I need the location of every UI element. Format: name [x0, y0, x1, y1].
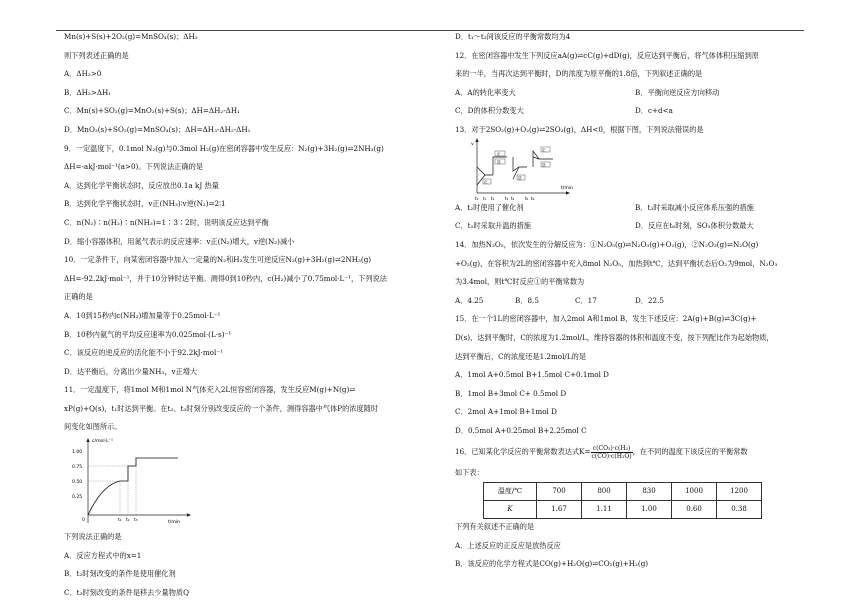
- q13-label-5: 正: [542, 147, 546, 152]
- q11-xtick-2: t₂: [126, 518, 130, 524]
- q13-label-6: 逆: [542, 162, 546, 167]
- q16-lead: 下列有关叙述不正确的是: [455, 522, 535, 532]
- q13-label-3: 正: [484, 179, 488, 184]
- q11-option-c: C．t₃时刻改变的条件是移去少量物质Q: [64, 588, 189, 598]
- q11-lead: 下列说法正确的是: [64, 532, 122, 542]
- table-cell: 1.00: [627, 501, 672, 519]
- q16-frac-numerator: c(CO₂)·c(H₂): [591, 445, 633, 453]
- q14-option-d: D．22.5: [635, 295, 664, 305]
- q9-option-a: A．达到化学平衡状态时，反应放出0.1a kJ 热量: [64, 180, 219, 190]
- q11-stem: 11．一定温度下，将1mol M和1mol N气体充入2L恒容密闭容器，发生反应M(g)+N(g)⇌: [64, 385, 356, 395]
- q10-option-c: C．该反应的逆反应的活化能不小于92.2kJ·mol⁻¹: [64, 348, 223, 358]
- q11-concentration-graph: [68, 435, 198, 530]
- q11-graph-xlabel: t/min: [168, 520, 181, 526]
- table-row: [484, 501, 762, 519]
- q13-xtick-0: t₀: [475, 195, 479, 201]
- q9-option-d: D．缩小容器体积，用氮气表示的反应速率：v正(N₂)增大，v逆(N₂)减小: [64, 236, 295, 246]
- q16-k-table: [483, 482, 762, 519]
- q13-xtick-2: t₂: [491, 195, 495, 201]
- header-rule: [56, 30, 804, 31]
- q11-option-b: B．t₂时刻改变的条件是使用催化剂: [64, 569, 176, 579]
- q9-stem: 9．一定温度下，0.1mol N₂(g)与0.3mol H₂(g)在密闭容器中发生反应：N₂(g)+3H₂(g)⇌2NH₃(g): [64, 143, 384, 153]
- q13-graph-xaxis: t/min: [561, 185, 574, 191]
- q11-origin: 0: [82, 518, 85, 524]
- q16-frac-denominator: c(CO)·c(H₂O): [591, 452, 632, 460]
- q13-xtick-1: t₁: [483, 195, 487, 201]
- table-cell: 830: [627, 483, 672, 501]
- q16-stem-post: ，在不同的温度下该反应的平衡常数: [632, 447, 748, 457]
- q14-stem-cont: +O₂(g)，在容积为2L的密闭容器中充入8mol N₂O₅，加热到t℃，达到平衡状态后O₂为9mol，N₂O₃: [455, 258, 778, 268]
- table-cell: 1.67: [537, 501, 582, 519]
- q16-k-fraction: [591, 445, 633, 460]
- q15-stem-end: 达到平衡后，C的浓度还是1.2mol/L的是: [455, 351, 587, 361]
- q12-option-a: A．A的转化率变大: [455, 87, 516, 97]
- q11-ytick-4: 0.25: [72, 495, 83, 501]
- q13-options-row2: [455, 221, 815, 232]
- table-row: [484, 483, 762, 501]
- table-cell: 1.11: [582, 501, 627, 519]
- q12-option-c: C．D的体积分数变大: [455, 106, 524, 116]
- q8-option-b: B．ΔH₃>ΔH₁: [64, 87, 112, 97]
- q11-graph-ylabel: c/mol·L⁻¹: [92, 439, 113, 445]
- q8-option-d: D．MnO₂(s)+SO₂(g)=MnSO₄(s)；ΔH=ΔH₃-ΔH₂-ΔH₁: [64, 124, 251, 134]
- q12-stem-cont: 来的一半，当再次达到平衡时，D的浓度为原平衡的1.8倍，下列叙述正确的是: [455, 69, 703, 79]
- table-cell: 0.60: [672, 501, 717, 519]
- q14-option-a: A．4.25: [455, 295, 484, 305]
- table-cell: 1200: [717, 483, 762, 501]
- left-column: [64, 32, 434, 599]
- q13-option-a: A．t₂时使用了催化剂: [455, 202, 524, 212]
- q11-stem-cont: xP(g)+Q(s)，t₁时达到平衡。在t₂、t₃时刻分别改变反应的一个条件，测得容器中气体P的浓度随时: [64, 403, 379, 413]
- q13-label-4: 逆: [518, 175, 522, 180]
- q11-xtick-1: t₁: [118, 518, 122, 524]
- q11-ytick-2: 0.75: [72, 465, 83, 471]
- q14-option-c: C．17: [575, 295, 597, 305]
- q13-option-b: B．t₃时采取减小反应体系压强的措施: [635, 202, 754, 212]
- q12-option-b: B．平衡向逆反应方向移动: [635, 87, 720, 97]
- q13-option-c: C．t₅时采取升温的措施: [455, 221, 531, 231]
- q13-xtick-4: t₄: [511, 195, 515, 201]
- q9-option-c: C．n(N₂)∶n(H₂)∶n(NH₃)=1∶3∶2时，说明该反应达到平衡: [64, 217, 269, 227]
- q16-stem: [455, 444, 815, 460]
- q15-stem: 15．在一个1L的密闭容器中，加入2mol A和1mol B，发生下述反应：2A(g)+B(g)⇌3C(g)+: [455, 314, 757, 324]
- q15-option-b: B．1mol B+3mol C+ 0.5mol D: [455, 388, 567, 398]
- q16-option-a: A．上述反应的正反应是放热反应: [455, 540, 561, 550]
- q13-rate-graph: [467, 137, 587, 202]
- q10-stem-cont: ΔH=-92.2kJ·mol⁻¹，并于10分钟时达平衡。测得0到10秒内，c(H₂)减小了0.75mol·L⁻¹，下列说法: [64, 273, 387, 283]
- q13-label-1: 正: [497, 151, 501, 156]
- q13-stem: 13．对于2SO₂(g)+O₂(g)⇌2SO₃(g)，ΔH<0，根据下图，下列说法错误的是: [455, 124, 704, 134]
- q12-options-row2: [455, 106, 815, 117]
- table-cell: 1000: [672, 483, 717, 501]
- q15-option-a: A．1mol A+0.5mol B+1.5mol C+0.1mol D: [455, 370, 609, 380]
- q10-stem-end: 正确的是: [64, 292, 93, 302]
- q11-ytick-3: 0.50: [72, 480, 83, 486]
- q14-stem: 14．加热N₂O₅，依次发生的分解反应为：①N₂O₅(g)⇌N₂O₃(g)+O₂(g)，②N₂O₃(g)⇌N₂O(g): [455, 239, 759, 249]
- table-cell: K: [484, 501, 537, 519]
- q13-xtick-6: t₆: [531, 195, 535, 201]
- table-cell: 温度/℃: [484, 483, 537, 501]
- q11-xtick-3: t₃: [134, 518, 138, 524]
- q10-option-b: B．10秒内氨气的平均反应速率为0.025mol·(L·s)⁻¹: [64, 329, 232, 339]
- q10-option-a: A．10到15秒内c(NH₃)增加量等于0.25mol·L⁻¹: [64, 310, 221, 320]
- q13-graph-yaxis: v: [471, 141, 474, 147]
- q8-option-c: C．Mn(s)+SO₂(g)=MnO₂(s)+S(s)；ΔH=ΔH₂-ΔH₁: [64, 106, 241, 116]
- q15-option-c: C．2mol A+1mol B+1mol D: [455, 407, 557, 417]
- q12-stem: 12．在密闭容器中发生下列反应aA(g)⇌cC(g)+dD(g)，反应达到平衡后，将气体体积压缩到原: [455, 50, 759, 60]
- q9-stem-cont: ΔH=-akJ·mol⁻¹(a>0)。下列说法正确的是: [64, 162, 204, 172]
- table-cell: 0.38: [717, 501, 762, 519]
- q12-options-row1: [455, 88, 815, 99]
- q12-option-d: D．c+d<a: [635, 106, 673, 116]
- equation-line: Mn(s)+S(s)+2O₂(g)=MnSO₄(s)；ΔH₃: [64, 32, 198, 41]
- q13-option-d: D．反应在t₆时刻，SO₃体积分数最大: [635, 221, 754, 231]
- q9-option-b: B．达到化学平衡状态时，v正(NH₃)∶v逆(N₂)=2∶1: [64, 199, 226, 209]
- q10-option-d: D．达平衡后，分离出少量NH₃，v正增大: [64, 366, 198, 376]
- q10-stem: 10．一定条件下，向某密闭容器中加入一定量的N₂和H₂发生可逆反应N₂(g)+3H₂(g)⇌2NH₃(g): [64, 255, 372, 265]
- q11-option-d: D．t₁～t₃间该反应的平衡常数均为4: [455, 32, 571, 41]
- q16-stem-pre: 16．已知某化学反应的平衡常数表达式K=: [455, 447, 591, 457]
- q14-stem-end: 为3.4mol，则t℃时反应①的平衡常数为: [455, 277, 585, 287]
- q15-option-d: D．0.5mol A+0.25mol B+2.25mol C: [455, 425, 587, 435]
- question-lead: 则下列表述正确的是: [64, 50, 129, 60]
- q11-ytick-1: 1.00: [72, 450, 83, 456]
- q11-option-a: A．反应方程式中的x=1: [64, 550, 142, 560]
- q16-stem-cont: 如下表：: [455, 468, 484, 478]
- q13-xtick-5: t₅: [525, 195, 529, 201]
- q11-stem-end: 间变化如图所示。: [64, 422, 122, 432]
- q13-xtick-3: t₃: [505, 195, 509, 201]
- q13-options-row1: [455, 203, 815, 214]
- q8-option-a: A．ΔH₂>0: [64, 69, 102, 79]
- q15-stem-cont: D(s)，达到平衡时，C的浓度为1.2mol/L，维持容器的体积和温度不变，按下列配比作为起始物质，: [455, 332, 774, 342]
- right-column: [455, 32, 815, 570]
- table-cell: 800: [582, 483, 627, 501]
- q14-options: [455, 296, 815, 307]
- q16-option-b: B．该反应的化学方程式是CO(g)+H₂O(g)⇌CO₂(g)+H₂(g): [455, 559, 649, 569]
- q13-label-2: 逆: [497, 159, 501, 164]
- table-cell: 700: [537, 483, 582, 501]
- q14-option-b: B．8.5: [515, 295, 539, 305]
